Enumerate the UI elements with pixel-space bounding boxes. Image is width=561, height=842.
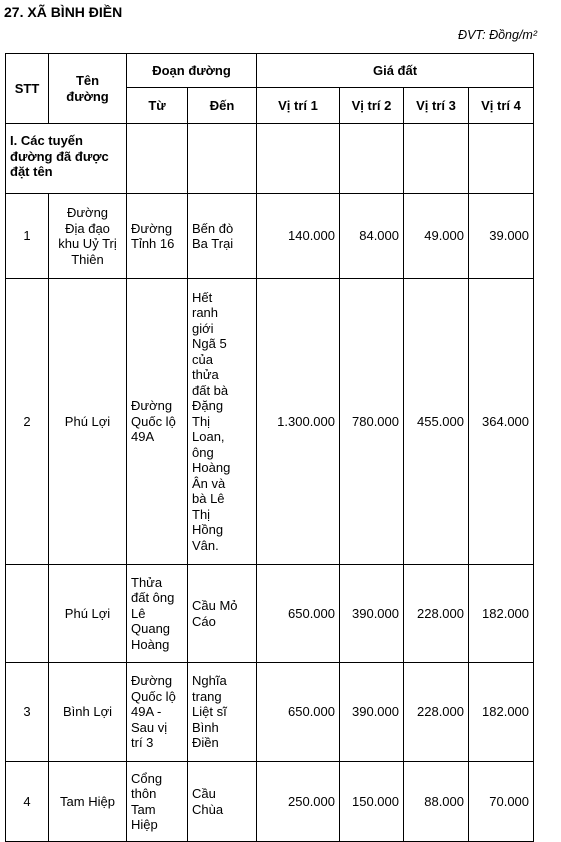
- empty-cell: [127, 124, 188, 194]
- cell-stt: 2: [6, 279, 49, 565]
- cell-den: Bến đò Ba Trại: [188, 194, 257, 279]
- header-vi-tri-2: Vị trí 2: [340, 88, 404, 124]
- document-title: 27. XÃ BÌNH ĐIỀN: [4, 4, 123, 20]
- cell-vi-tri-2: 780.000: [340, 279, 404, 565]
- cell-vi-tri-1: 140.000: [257, 194, 340, 279]
- table-row: [6, 565, 534, 663]
- cell-vi-tri-3: 228.000: [404, 663, 469, 762]
- cell-stt: 1: [6, 194, 49, 279]
- empty-cell: [188, 124, 257, 194]
- cell-ten-duong: Phú Lợi: [49, 279, 127, 565]
- table-row: [6, 194, 534, 279]
- cell-ten-duong: Phú Lợi: [49, 565, 127, 663]
- header-doan-duong: Đoạn đường: [127, 54, 257, 88]
- cell-vi-tri-1: 250.000: [257, 762, 340, 842]
- cell-vi-tri-4: 364.000: [469, 279, 534, 565]
- header-vi-tri-1: Vị trí 1: [257, 88, 340, 124]
- cell-den: Cầu Chùa: [188, 762, 257, 842]
- land-price-table: [5, 53, 534, 842]
- cell-stt: [6, 565, 49, 663]
- cell-vi-tri-3: 88.000: [404, 762, 469, 842]
- empty-cell: [340, 124, 404, 194]
- cell-stt: 4: [6, 762, 49, 842]
- cell-vi-tri-4: 182.000: [469, 663, 534, 762]
- table-row: [6, 279, 534, 565]
- cell-tu: Đường Tỉnh 16: [127, 194, 188, 279]
- cell-tu: Đường Quốc lộ 49A: [127, 279, 188, 565]
- header-vi-tri-3: Vị trí 3: [404, 88, 469, 124]
- header-gia-dat: Giá đất: [257, 54, 534, 88]
- header-tu: Từ: [127, 88, 188, 124]
- cell-stt: 3: [6, 663, 49, 762]
- header-den: Đến: [188, 88, 257, 124]
- cell-vi-tri-1: 650.000: [257, 565, 340, 663]
- cell-ten-duong: Tam Hiệp: [49, 762, 127, 842]
- cell-vi-tri-4: 39.000: [469, 194, 534, 279]
- cell-vi-tri-3: 49.000: [404, 194, 469, 279]
- unit-note: ĐVT: Đồng/m²: [458, 28, 537, 42]
- table-row: [6, 663, 534, 762]
- cell-ten-duong: Đường Địa đạo khu Uỷ Trị Thiên: [49, 194, 127, 279]
- cell-vi-tri-4: 70.000: [469, 762, 534, 842]
- header-ten-duong: Tên đường: [49, 54, 127, 124]
- cell-den: Hết ranh giới Ngã 5 của thửa đất bà Đặng Thị Loan, ông Hoàng Ân và bà Lê Thị Hồng Vân.: [188, 279, 257, 565]
- cell-tu: Cổng thôn Tam Hiệp: [127, 762, 188, 842]
- section-row: [6, 124, 534, 194]
- cell-vi-tri-4: 182.000: [469, 565, 534, 663]
- cell-vi-tri-1: 650.000: [257, 663, 340, 762]
- cell-vi-tri-2: 390.000: [340, 565, 404, 663]
- cell-tu: Đường Quốc lộ 49A - Sau vị trí 3: [127, 663, 188, 762]
- cell-vi-tri-2: 84.000: [340, 194, 404, 279]
- cell-vi-tri-2: 390.000: [340, 663, 404, 762]
- header-vi-tri-4: Vị trí 4: [469, 88, 534, 124]
- cell-ten-duong: Bình Lợi: [49, 663, 127, 762]
- cell-vi-tri-3: 228.000: [404, 565, 469, 663]
- header-row-1: [6, 54, 534, 88]
- cell-vi-tri-2: 150.000: [340, 762, 404, 842]
- header-stt: STT: [6, 54, 49, 124]
- cell-tu: Thửa đất ông Lê Quang Hoàng: [127, 565, 188, 663]
- empty-cell: [404, 124, 469, 194]
- cell-den: Cầu Mỏ Cáo: [188, 565, 257, 663]
- cell-vi-tri-1: 1.300.000: [257, 279, 340, 565]
- section-title: I. Các tuyến đường đã được đặt tên: [6, 124, 127, 194]
- cell-vi-tri-3: 455.000: [404, 279, 469, 565]
- empty-cell: [257, 124, 340, 194]
- empty-cell: [469, 124, 534, 194]
- cell-den: Nghĩa trang Liệt sĩ Bình Điền: [188, 663, 257, 762]
